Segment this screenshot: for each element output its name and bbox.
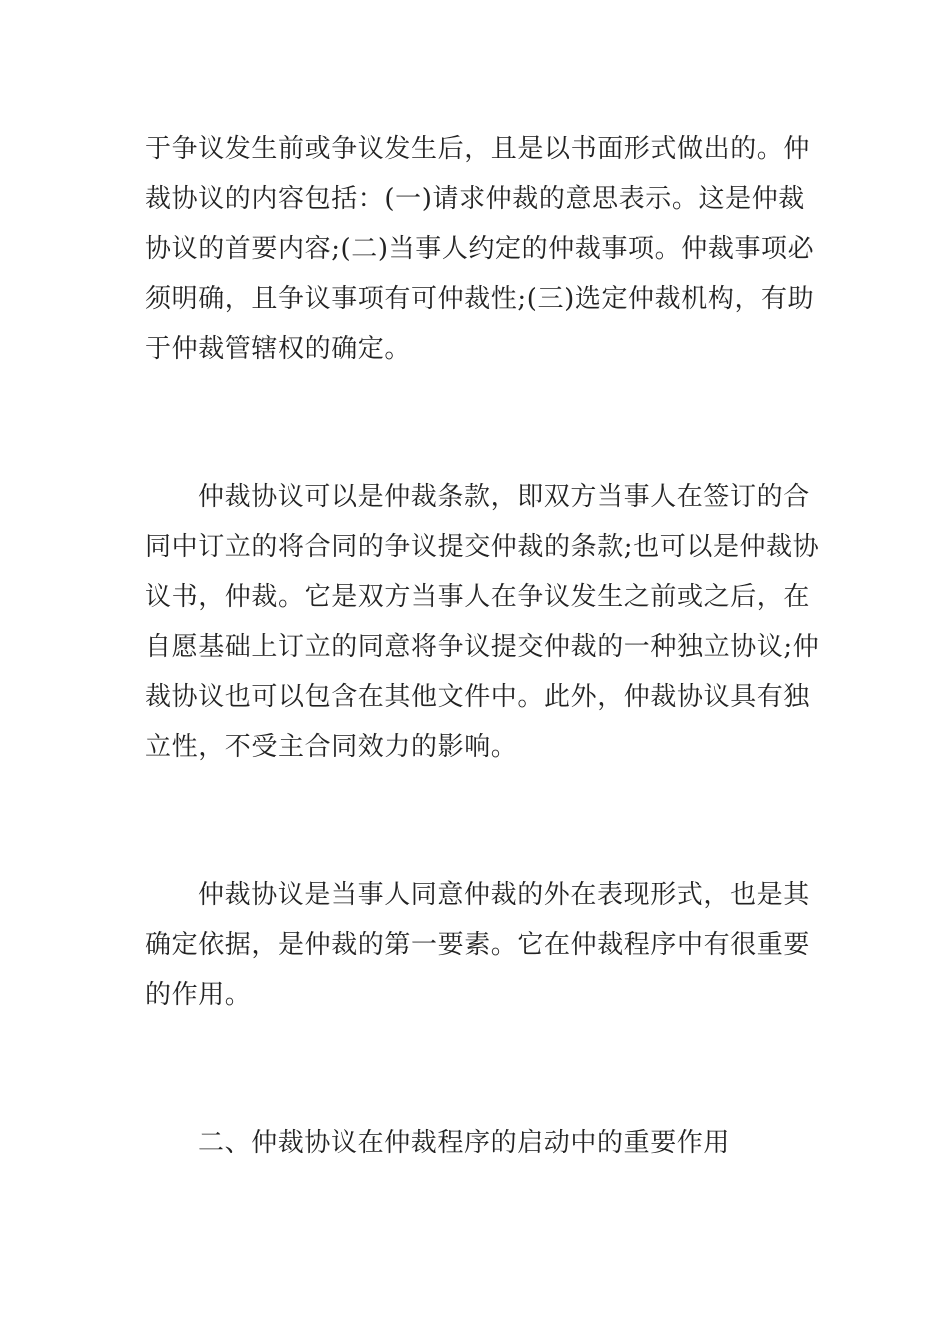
text-line: 协议的首要内容;(二)当事人约定的仲裁事项。仲裁事项必 (145, 234, 815, 264)
text-line: 确定依据，是仲裁的第一要素。它在仲裁程序中有很重要 (145, 930, 811, 960)
text-line: 裁协议的内容包括：(一)请求仲裁的意思表示。这是仲裁 (145, 184, 805, 214)
text-line: 的作用。 (145, 980, 252, 1010)
text-line: 议书，仲裁。它是双方当事人在争议发生之前或之后，在 (145, 582, 811, 612)
text-line: 于仲裁管辖权的确定。 (145, 334, 412, 364)
text-line: 于争议发生前或争议发生后，且是以书面形式做出的。仲 (145, 134, 811, 164)
section-heading: 二、仲裁协议在仲裁程序的启动中的重要作用 (198, 1128, 731, 1158)
text-line: 裁协议也可以包含在其他文件中。此外，仲裁协议具有独 (145, 682, 811, 712)
text-line: 立性，不受主合同效力的影响。 (145, 732, 518, 762)
text-line: 仲裁协议可以是仲裁条款，即双方当事人在签订的合 (198, 482, 810, 512)
text-line: 自愿基础上订立的同意将争议提交仲裁的一种独立协议;仲 (145, 632, 820, 662)
text-line: 同中订立的将合同的争议提交仲裁的条款;也可以是仲裁协 (145, 532, 820, 562)
text-line: 须明确，且争议事项有可仲裁性;(三)选定仲裁机构，有助 (145, 284, 815, 314)
text-line: 仲裁协议是当事人同意仲裁的外在表现形式，也是其 (198, 880, 810, 910)
